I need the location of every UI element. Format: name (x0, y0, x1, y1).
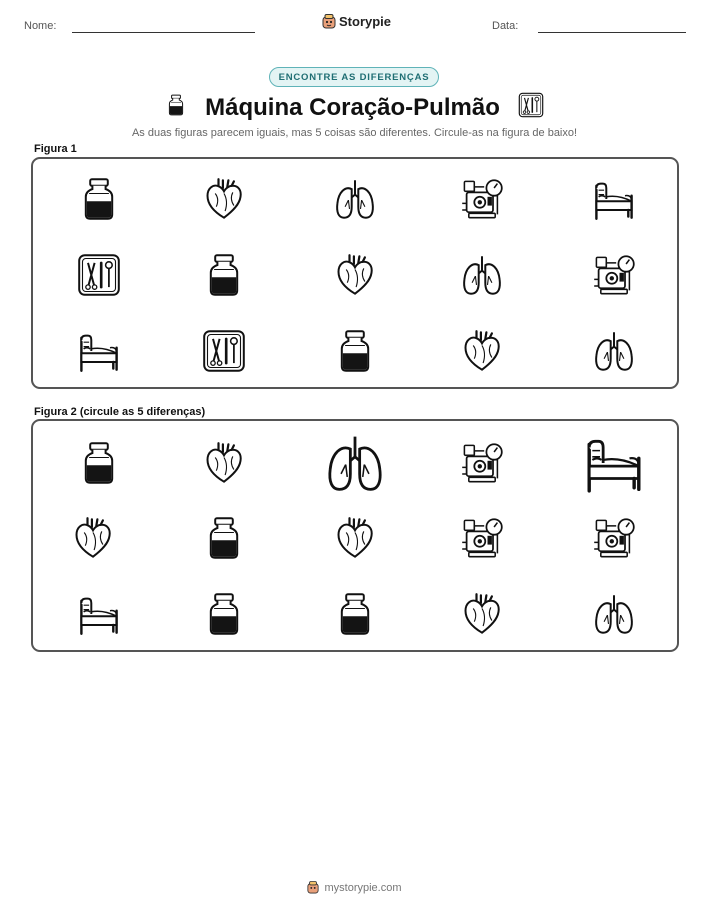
figure1-machine-icon (592, 253, 636, 297)
page-title: Máquina Coração-Pulmão (205, 93, 500, 121)
figure1-lungs-icon (460, 253, 504, 297)
figure1-heart-icon (333, 253, 377, 297)
figure1-vial-icon (77, 177, 121, 221)
figure2-label: Figura 2 (circule as 5 diferenças) (34, 406, 206, 418)
figure2-vial-icon[interactable] (202, 516, 246, 560)
figure1-panel (31, 157, 679, 389)
figure1-heart-icon (460, 329, 504, 373)
figure2-machine-icon[interactable] (460, 516, 504, 560)
figure2-heart-icon[interactable] (333, 516, 377, 560)
figure1-label: Figura 1 (34, 143, 77, 155)
brand-name: Storypie (339, 14, 392, 29)
figure2-lungs-icon[interactable] (324, 432, 386, 494)
figure2-vial-icon[interactable] (333, 592, 377, 636)
figure1-lungs-icon (333, 177, 377, 221)
figure1-machine-icon (460, 177, 504, 221)
figure2-machine-icon[interactable] (460, 441, 504, 485)
figure2-vial-icon[interactable] (202, 592, 246, 636)
figure2-bed-icon[interactable] (583, 432, 645, 494)
brand-logo (322, 14, 391, 29)
figure2-bed-icon[interactable] (77, 592, 121, 636)
figure2-vial-icon[interactable] (77, 441, 121, 485)
figure2-lungs-icon[interactable] (592, 592, 636, 636)
date-label: Data: (492, 20, 519, 32)
title-vial-icon (165, 94, 187, 121)
figure1-vial-icon (202, 253, 246, 297)
figure1-surgical-tools-icon (202, 329, 246, 373)
activity-badge: ENCONTRE AS DIFERENÇAS (269, 67, 439, 87)
figure2-heart-icon[interactable] (202, 441, 246, 485)
mascot-icon (322, 14, 336, 29)
figure2-panel[interactable] (31, 419, 679, 652)
figure1-lungs-icon (592, 329, 636, 373)
title-surgical-tools-icon (518, 92, 544, 123)
figure1-bed-icon (592, 177, 636, 221)
date-field[interactable] (538, 32, 686, 33)
name-label: Nome: (24, 20, 57, 32)
figure1-bed-icon (77, 329, 121, 373)
figure1-heart-icon (202, 177, 246, 221)
figure2-heart-icon[interactable] (71, 516, 115, 560)
figure2-machine-icon[interactable] (592, 516, 636, 560)
figure2-heart-icon[interactable] (460, 592, 504, 636)
instructions: As duas figuras parecem iguais, mas 5 coisas são diferentes. Circule-as na figura de baixo! (131, 127, 578, 139)
figure1-vial-icon (333, 329, 377, 373)
name-field[interactable] (72, 32, 255, 33)
mascot-icon (307, 881, 319, 894)
footer (0, 881, 709, 894)
footer-url: mystorypie.com (324, 881, 402, 894)
figure1-surgical-tools-icon (77, 253, 121, 297)
